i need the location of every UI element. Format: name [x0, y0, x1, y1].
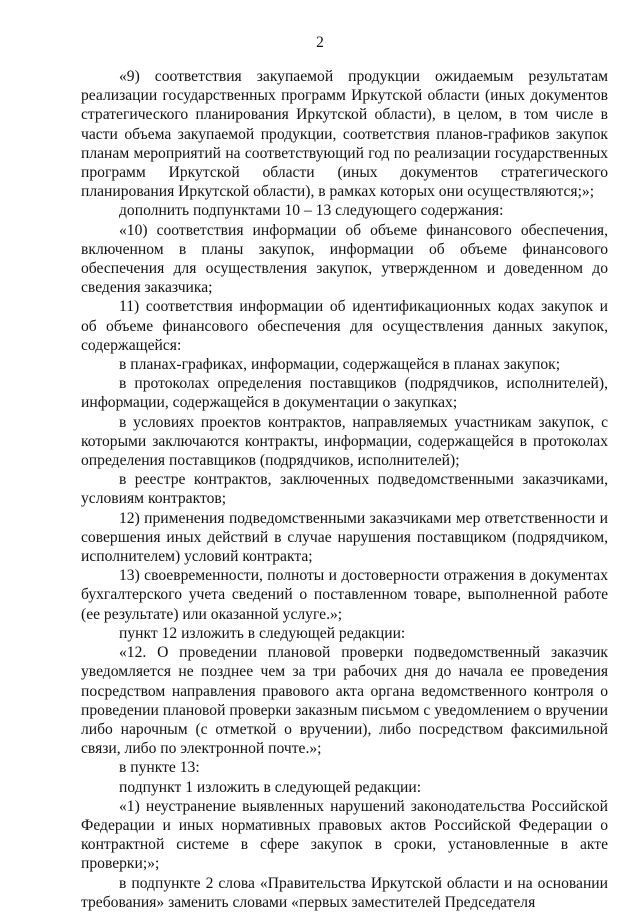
paragraph: «12. О проведении плановой проверки подведомственный заказчик уведомляется не позднее чем за три рабочих дня до начала ее проведения посредством направления правового акта органа ведомственного контроля о проведении плановой проверки заказным письмом с уведомлением о вручении либо нарочным (с отметкой о вручении), либо посредством факсимильной связи, либо по электронной почте.»; — [81, 644, 608, 758]
document-body — [81, 67, 608, 912]
paragraph: пункт 12 изложить в следующей редакции: — [119, 624, 406, 642]
paragraph: «1) неустранение выявленных нарушений законодательства Российской Федерации и иных нормативных правовых актов Российской Федерации о контрактной системе в сфере закупок в сроки, установленные в акте проверки;»; — [81, 797, 608, 873]
page-number: 2 — [316, 34, 324, 51]
paragraph: в подпункте 2 слова «Правительства Иркутской области и на основании требования» заменить словами «первых заместителей Председателя — [81, 874, 608, 911]
paragraph: подпункт 1 изложить в следующей редакции: — [119, 778, 422, 796]
paragraph: в пункте 13: — [119, 759, 200, 777]
paragraph: в протоколах определения поставщиков (подрядчиков, исполнителей), информации, содержащейся в документации о закупках; — [81, 375, 608, 412]
paragraph: 13) своевременности, полноты и достоверности отражения в документах бухгалтерского учета сведений о поставленном товаре, выполненной работе (ее результате) или оказанной услуге.»; — [81, 567, 608, 623]
paragraph: в реестре контрактов, заключенных подведомственными заказчиками, условиям контрактов; — [81, 471, 608, 508]
paragraph: «10) соответствия информации об объеме финансового обеспечения, включенном в планы закупок, информации об объеме финансового обеспечения для осуществления закупок, утвержденном и доведенном до сведения заказчика; — [81, 221, 608, 297]
paragraph: «9) соответствия закупаемой продукции ожидаемым результатам реализации государственных программ Иркутской области (иных документов стратегического планирования Иркутской области), в целом, в том числе в части объема закупаемой продукции, соответствия планов-графиков закупок планам мероприятий на соответствующий год по реализации государственных программ Иркутской области (иных документов стратегического планирования Иркутской области), в рамках которых они осуществляются;»; — [81, 68, 608, 201]
paragraph: в планах-графиках, информации, содержащейся в планах закупок; — [119, 356, 561, 374]
paragraph: дополнить подпунктами 10 – 13 следующего содержания: — [119, 202, 504, 220]
paragraph: 12) применения подведомственными заказчиками мер ответственности и совершения иных действий в случае нарушения поставщиком (подрядчиком, исполнителем) условий контракта; — [81, 509, 608, 566]
paragraph: в условиях проектов контрактов, направляемых участникам закупок, с которыми заключаются контракты, информации, содержащейся в протоколах определения поставщиков (подрядчиков, исполнителей); — [81, 413, 608, 470]
paragraph: 11) соответствия информации об идентификационных кодах закупок и об объеме финансового обеспечения для осуществления данных закупок, содержащейся: — [81, 298, 608, 354]
